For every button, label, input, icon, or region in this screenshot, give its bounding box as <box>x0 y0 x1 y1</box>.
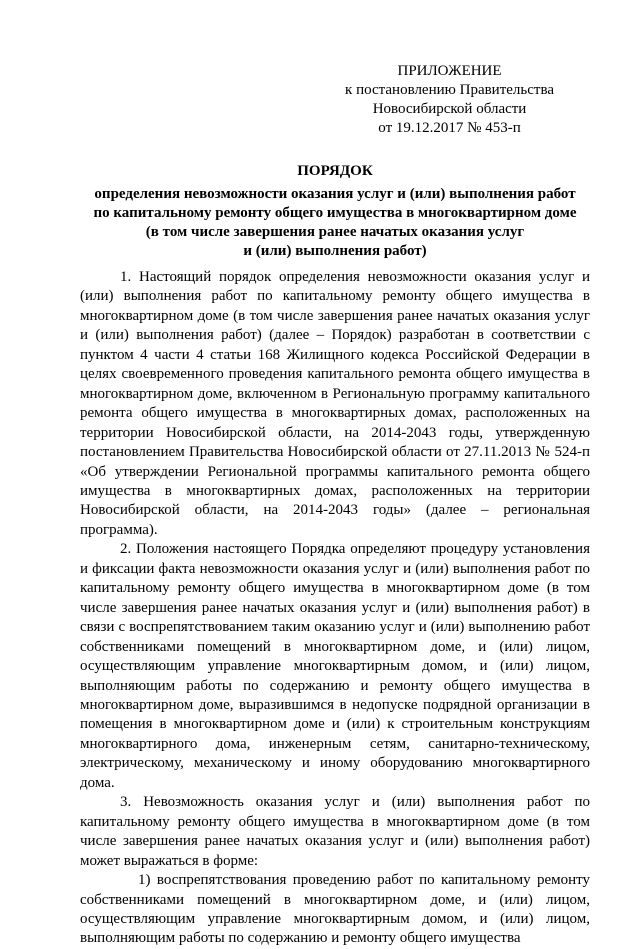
title-line-1: определения невозможности оказания услуг и (или) выполнения работ <box>94 186 576 202</box>
appendix-line-2: Новосибирской области <box>372 101 527 117</box>
title-line-2: по капитальному ремонту общего имущества в многоквартирном доме <box>93 205 577 221</box>
document-title <box>80 162 590 261</box>
paragraph-3: 3. Невозможность оказания услуг и (или) выполнения работ по капитальному ремонту общего имущества в многоквартирном доме (в том числе завершения ранее начатых оказания услуг и (или) выполнения работ) может выражаться в форме: <box>80 794 590 869</box>
paragraph-3-item-1: 1) воспрепятствования проведению работ по капитальному ремонту собственниками помещений в многоквартирном доме, и (или) лицом, осуществляющим управление многоквартирным домом, и (или) лицом, выполняющим работы по содержанию и ремонту общего имущества <box>80 872 590 947</box>
paragraph-1: 1. Настоящий порядок определения невозможности оказания услуг и (или) выполнения работ по капитальному ремонту общего имущества в многоквартирном доме (в том числе завершения ранее начатых оказания услуг и (или) выполнения работ) (далее – Порядок) разработан в соответствии с пунктом 4 части 4 статьи 168 Жилищного кодекса Российской Федерации в целях своевременного проведения капитального ремонта общего имущества в многоквартирном доме, включенном в Региональную программу капитального ремонта общего имущества в многоквартирных домах, расположенных на территории Новосибирской области, на 2014-2043 годы, утвержденную постановлением Правительства Новосибирской области от 27.11.2013 № 524-п «Об утверждении Региональной программы капитального ремонта общего имущества в многоквартирных домах, расположенных на территории Новосибирской области, на 2014-2043 годы» (далее – региональная программа). <box>80 269 590 538</box>
title-line-4: и (или) выполнения работ) <box>243 243 427 259</box>
paragraph-2: 2. Положения настоящего Порядка определяют процедуру установления и фиксации факта невозможности оказания услуг и (или) выполнения работ по капитальному ремонту общего имущества в многоквартирном доме (в том числе завершения ранее начатых оказания услуг и (или) выполнения работ) в связи с воспрепятствованием таким оказанию услуг и (или) выполнению работ собственниками помещений в многоквартирном доме, и (или) лицом, осуществляющим управление многоквартирным домом, и (или) лицом, выполняющим работы по содержанию и ремонту общего имущества в многоквартирном доме, выразившимся в недопуске подрядной организации в помещения в многоквартирном доме и (или) к строительным конструкциям многоквартирного дома, инженерным сетям, санитарно-техническому, электрическому, механическому и иному оборудованию многоквартирного дома. <box>80 541 590 791</box>
document-body <box>80 268 590 949</box>
appendix-header <box>345 62 554 138</box>
title-line-3: (в том числе завершения ранее начатых оказания услуг <box>145 224 525 240</box>
title-main: ПОРЯДОК <box>297 163 373 179</box>
appendix-line-1: к постановлению Правительства <box>345 82 554 98</box>
appendix-line-3: от 19.12.2017 № 453-п <box>378 120 521 136</box>
appendix-label: ПРИЛОЖЕНИЕ <box>397 63 502 79</box>
